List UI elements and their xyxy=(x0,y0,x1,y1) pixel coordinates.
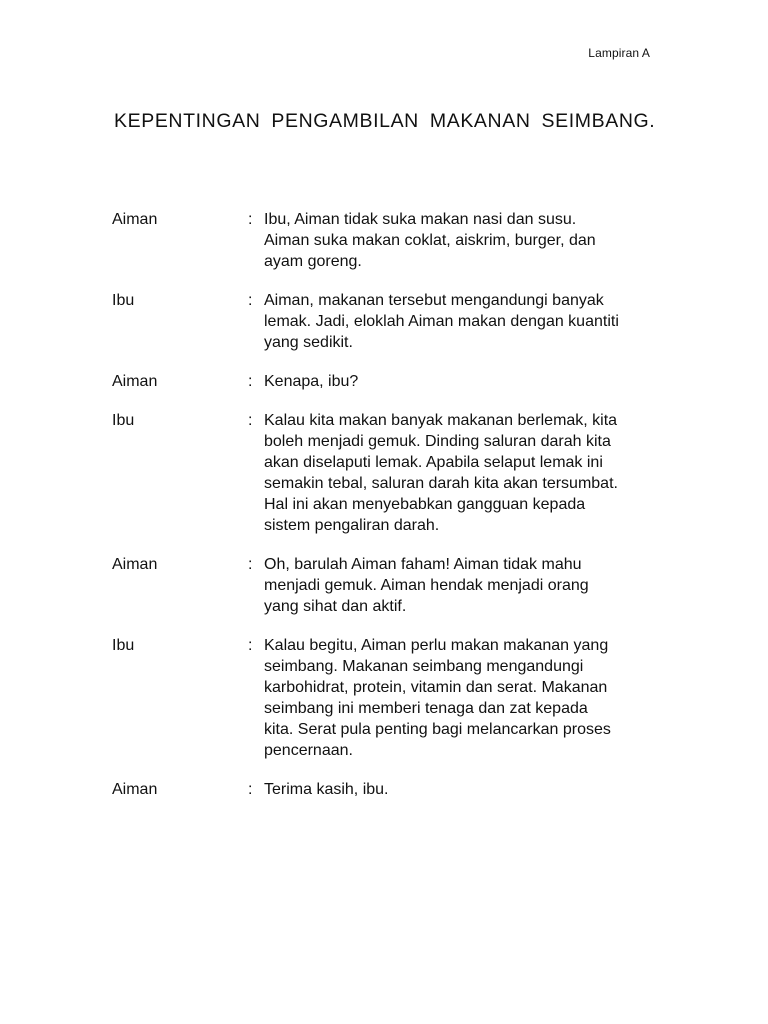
dialogue-text: Kalau begitu, Aiman perlu makan makanan yang seimbang. Makanan seimbang mengandungi karbohidrat, protein, vitamin dan serat. Makanan seimbang ini memberi tenaga dan zat kepada kita. Serat pula penting bagi melancarkan proses pencernaan. xyxy=(264,637,611,759)
dialogue-line xyxy=(112,410,672,536)
dialogue-text: Kalau kita makan banyak makanan berlemak, kita boleh menjadi gemuk. Dinding saluran darah kita akan diselaputi lemak. Apabila selaput lemak ini semakin tebal, saluran darah kita akan tersumbat. Hal ini akan menyebabkan gangguan kepada sistem pengaliran darah. xyxy=(264,412,618,534)
colon-separator: : xyxy=(248,412,253,429)
dialogue-line xyxy=(112,209,672,272)
dialogue-line xyxy=(112,635,672,761)
speaker-name: Ibu xyxy=(112,637,135,654)
dialogue-line xyxy=(112,554,672,617)
dialogue-line xyxy=(112,779,672,800)
colon-separator: : xyxy=(248,781,253,798)
colon-separator: : xyxy=(248,211,253,228)
dialogue-line xyxy=(112,290,672,353)
colon-separator: : xyxy=(248,292,253,309)
dialogue-line xyxy=(112,371,672,392)
colon-separator: : xyxy=(248,637,253,654)
appendix-label: Lampiran A xyxy=(588,46,650,60)
speaker-name: Ibu xyxy=(112,412,135,429)
document-title: KEPENTINGAN PENGAMBILAN MAKANAN SEIMBANG. xyxy=(114,110,656,132)
speaker-name: Aiman xyxy=(112,556,158,573)
dialogue-text: Kenapa, ibu? xyxy=(264,373,359,390)
colon-separator: : xyxy=(248,556,253,573)
dialogue-text: Aiman, makanan tersebut mengandungi banyak lemak. Jadi, eloklah Aiman makan dengan kuantiti yang sedikit. xyxy=(264,292,619,351)
dialogue xyxy=(112,209,672,818)
dialogue-text: Terima kasih, ibu. xyxy=(264,781,389,798)
speaker-name: Ibu xyxy=(112,292,135,309)
speaker-name: Aiman xyxy=(112,373,158,390)
dialogue-text: Ibu, Aiman tidak suka makan nasi dan susu. Aiman suka makan coklat, aiskrim, burger, dan ayam goreng. xyxy=(264,211,596,270)
speaker-name: Aiman xyxy=(112,211,158,228)
colon-separator: : xyxy=(248,373,253,390)
speaker-name: Aiman xyxy=(112,781,158,798)
dialogue-text: Oh, barulah Aiman faham! Aiman tidak mahu menjadi gemuk. Aiman hendak menjadi orang yang sihat dan aktif. xyxy=(264,556,589,615)
